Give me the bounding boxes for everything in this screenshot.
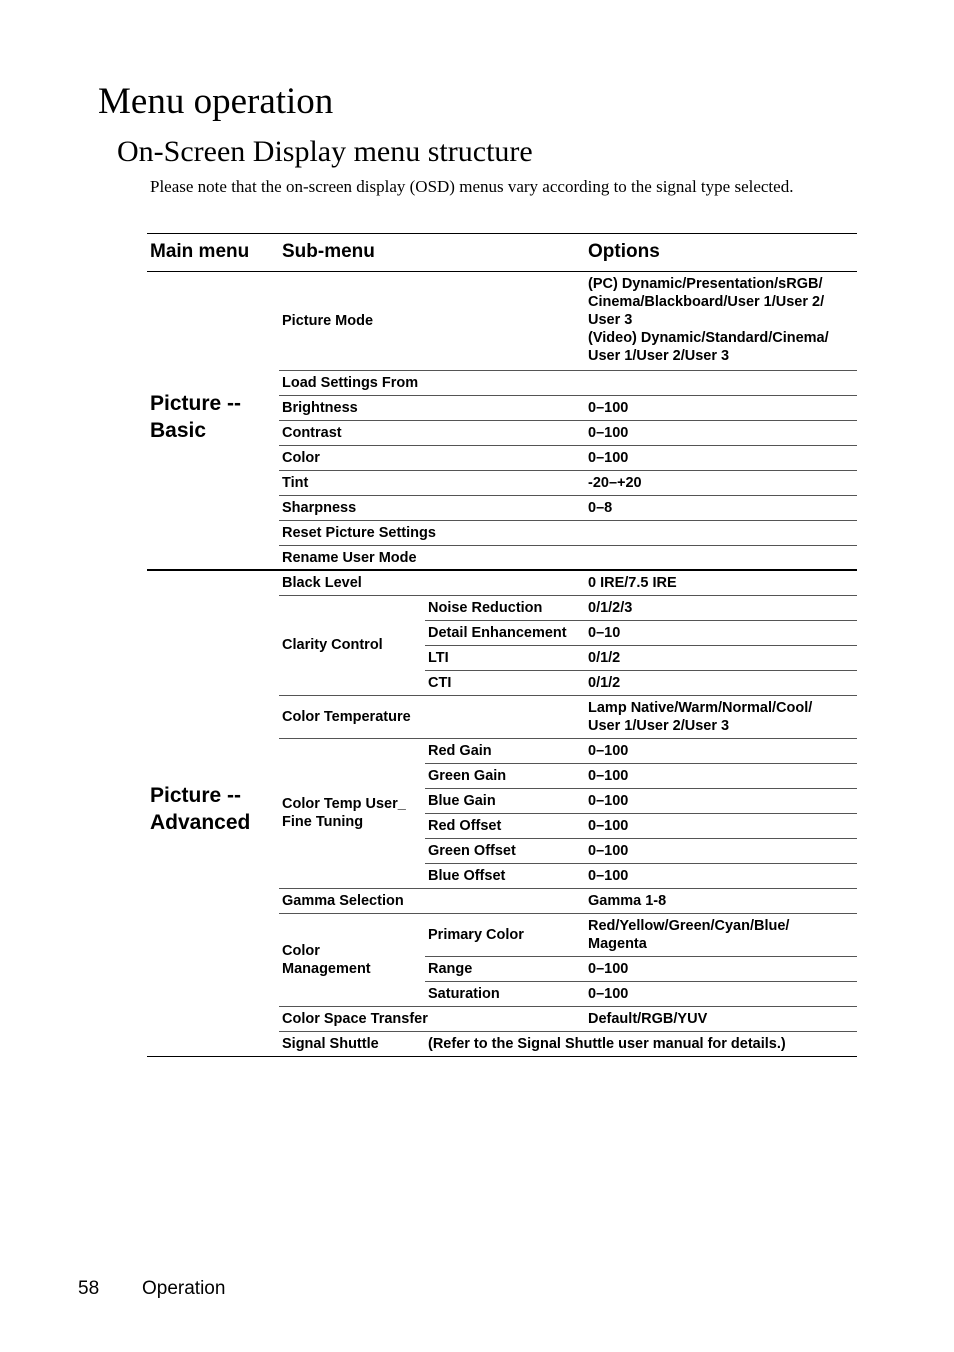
options-black-level: 0 IRE/7.5 IRE bbox=[588, 574, 677, 591]
item-blue-offset: Blue Offset bbox=[428, 867, 506, 884]
intro-paragraph: Please note that the on-screen display (OSD) menus vary according to the signal type selected. bbox=[150, 177, 794, 196]
item-primary-color: Primary Color bbox=[428, 926, 524, 943]
page-number: 58 bbox=[78, 1278, 100, 1299]
options-primary-color bbox=[588, 913, 856, 956]
main-menu-line: Picture -- bbox=[150, 392, 242, 415]
submenu-picture-mode: Picture Mode bbox=[282, 313, 374, 329]
options-red-gain: 0–100 bbox=[588, 742, 629, 759]
main-menu-picture-basic bbox=[150, 390, 241, 444]
row-divider bbox=[279, 495, 857, 496]
page-title: Menu operation bbox=[98, 81, 334, 122]
row-divider bbox=[279, 395, 857, 396]
options-color: 0–100 bbox=[588, 449, 629, 466]
submenu-color-temperature: Color Temperature bbox=[282, 708, 411, 725]
options-sharpness: 0–8 bbox=[588, 499, 613, 516]
submenu-clarity-control: Clarity Control bbox=[282, 637, 383, 653]
options-color-temp-line2: User 1/User 2/User 3 bbox=[588, 717, 730, 734]
options-tint: -20–+20 bbox=[588, 474, 642, 491]
header-bottom-rule bbox=[147, 271, 857, 272]
options-primary-color-line1: Red/Yellow/Green/Cyan/Blue/ bbox=[588, 917, 790, 934]
footer-section-label: Operation bbox=[142, 1278, 226, 1299]
header-main-menu: Main menu bbox=[150, 241, 250, 262]
options-lti: 0/1/2 bbox=[588, 649, 621, 666]
item-lti: LTI bbox=[428, 649, 449, 666]
submenu-rename-user-mode: Rename User Mode bbox=[282, 549, 417, 566]
item-detail-enhancement: Detail Enhancement bbox=[428, 624, 567, 641]
item-range: Range bbox=[428, 960, 473, 977]
submenu-color-management bbox=[282, 913, 371, 1006]
main-menu-line: Advanced bbox=[150, 811, 251, 834]
row-divider bbox=[279, 445, 857, 446]
options-color-space-transfer: Default/RGB/YUV bbox=[588, 1010, 708, 1027]
section-title: On-Screen Display menu structure bbox=[117, 135, 533, 168]
options-gamma-selection: Gamma 1-8 bbox=[588, 892, 667, 909]
item-red-gain: Red Gain bbox=[428, 742, 492, 759]
options-brightness: 0–100 bbox=[588, 399, 629, 416]
options-saturation: 0–100 bbox=[588, 985, 629, 1002]
submenu-color-mgmt-line1: Color bbox=[282, 942, 320, 959]
header-sub-menu: Sub-menu bbox=[282, 241, 375, 262]
main-menu-line: Picture -- bbox=[150, 784, 242, 807]
options-blue-gain: 0–100 bbox=[588, 792, 629, 809]
submenu-black-level: Black Level bbox=[282, 574, 362, 591]
options-picture-mode bbox=[588, 273, 856, 367]
options-blue-offset: 0–100 bbox=[588, 867, 629, 884]
options-noise-reduction: 0/1/2/3 bbox=[588, 599, 633, 616]
options-green-offset: 0–100 bbox=[588, 842, 629, 859]
options-pc-line2: Cinema/Blackboard/User 1/User 2/ bbox=[588, 294, 825, 310]
row-divider bbox=[279, 420, 857, 421]
main-menu-line: Basic bbox=[150, 419, 207, 442]
submenu-brightness: Brightness bbox=[282, 399, 358, 416]
submenu-color: Color bbox=[282, 449, 320, 466]
options-video-line2: User 1/User 2/User 3 bbox=[588, 348, 730, 364]
group-divider bbox=[147, 569, 857, 571]
submenu-contrast: Contrast bbox=[282, 424, 342, 441]
submenu-fine-tuning-line1: Color Temp User_ bbox=[282, 796, 406, 812]
item-green-offset: Green Offset bbox=[428, 842, 516, 859]
options-video-line1: (Video) Dynamic/Standard/Cinema/ bbox=[588, 330, 829, 346]
row-divider bbox=[425, 670, 857, 671]
options-signal-shuttle: (Refer to the Signal Shuttle user manual for details.) bbox=[428, 1035, 786, 1052]
options-detail-enhancement: 0–10 bbox=[588, 624, 621, 641]
row-divider bbox=[279, 470, 857, 471]
submenu-reset-picture: Reset Picture Settings bbox=[282, 524, 436, 541]
submenu-fine-tuning bbox=[282, 738, 406, 888]
item-red-offset: Red Offset bbox=[428, 817, 502, 834]
table-bottom-rule bbox=[147, 1056, 857, 1057]
submenu-tint: Tint bbox=[282, 474, 309, 491]
header-options: Options bbox=[588, 241, 660, 262]
row-divider bbox=[425, 956, 857, 957]
submenu-fine-tuning-line2: Fine Tuning bbox=[282, 814, 364, 830]
submenu-color-space-transfer: Color Space Transfer bbox=[282, 1010, 428, 1027]
table-top-rule bbox=[147, 233, 857, 234]
main-menu-picture-advanced bbox=[150, 782, 250, 836]
submenu-color-mgmt-line2: Management bbox=[282, 960, 371, 977]
options-cti: 0/1/2 bbox=[588, 674, 621, 691]
row-divider bbox=[425, 645, 857, 646]
options-primary-color-line2: Magenta bbox=[588, 935, 647, 952]
submenu-load-settings: Load Settings From bbox=[282, 374, 419, 391]
item-saturation: Saturation bbox=[428, 985, 500, 1002]
options-pc-line3: User 3 bbox=[588, 312, 633, 328]
options-green-gain: 0–100 bbox=[588, 767, 629, 784]
item-green-gain: Green Gain bbox=[428, 767, 507, 784]
osd-menu-table bbox=[147, 233, 857, 1057]
options-red-offset: 0–100 bbox=[588, 817, 629, 834]
options-contrast: 0–100 bbox=[588, 424, 629, 441]
item-cti: CTI bbox=[428, 674, 452, 691]
item-noise-reduction: Noise Reduction bbox=[428, 599, 543, 616]
options-pc-line1: (PC) Dynamic/Presentation/sRGB/ bbox=[588, 276, 823, 292]
submenu-sharpness: Sharpness bbox=[282, 499, 357, 516]
options-color-temperature bbox=[588, 695, 856, 738]
submenu-signal-shuttle: Signal Shuttle bbox=[282, 1035, 379, 1052]
submenu-gamma-selection: Gamma Selection bbox=[282, 892, 404, 909]
options-range: 0–100 bbox=[588, 960, 629, 977]
options-color-temp-line1: Lamp Native/Warm/Normal/Cool/ bbox=[588, 699, 813, 716]
item-blue-gain: Blue Gain bbox=[428, 792, 496, 809]
